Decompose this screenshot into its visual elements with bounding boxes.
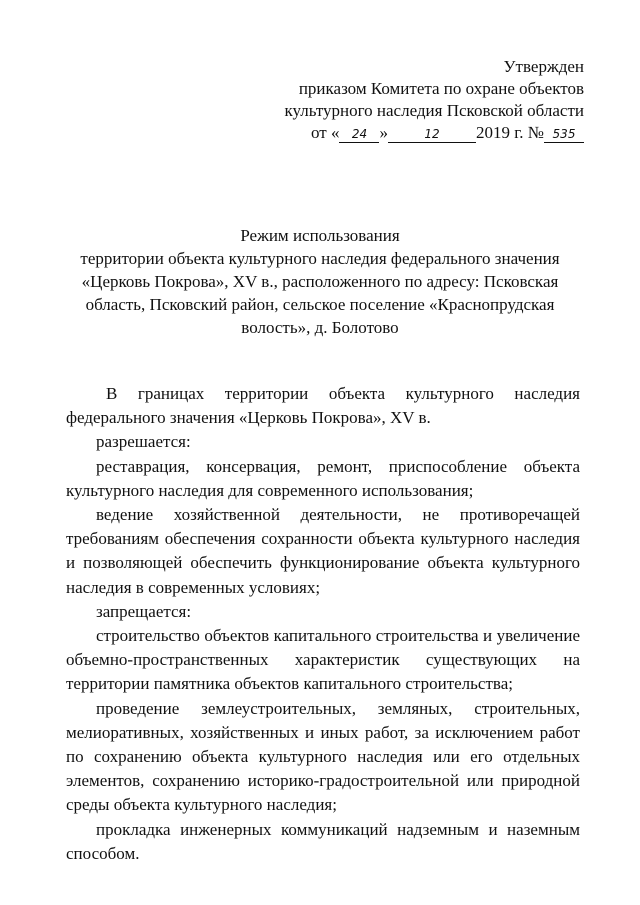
order-number-handwritten: 535 (552, 127, 576, 141)
title-line-4: область, Псковский район, сельское поселение «Краснопрудская (85, 295, 555, 314)
date-month-field (388, 126, 476, 143)
order-number-field (544, 126, 584, 143)
date-month-handwritten: 12 (424, 127, 440, 141)
allowed-heading: разрешается: (96, 432, 191, 452)
forbidden-item-2: проведение землеустроительных, земляных, строительных, мелиоративных, хозяйственных и иных работ, за исключением работ по сохранению объекта культурного наследия или его отдельных элементов, сохранению историко-градостроительной или природной среды объекта культурного наследия; (66, 698, 580, 815)
date-year-label: 2019 г. № (475, 123, 544, 142)
allowed-item-2: ведение хозяйственной деятельности, не противоречащей требованиям обеспечения сохранности объекта культурного наследия и позволяющей обеспечить функционирование объекта культурного наследия в современных условиях; (66, 505, 580, 597)
approval-order-line: приказом Комитета по охране объектов (298, 79, 584, 98)
forbidden-heading: запрещается: (96, 601, 192, 621)
title-line-1: Режим использования (240, 226, 400, 245)
title-line-5: волость», д. Болотово (241, 318, 399, 337)
date-mid: » (379, 123, 388, 142)
forbidden-item-1: строительство объектов капитального строительства и увеличение объемно-пространственных характеристик существующих на территории памятника объектов капитального строительства; (66, 626, 580, 694)
date-prefix: от « (311, 123, 340, 142)
document-body (66, 382, 580, 866)
forbidden-item-3: прокладка инженерных коммуникаций надземным и наземным способом. (66, 819, 580, 863)
approval-block (284, 56, 584, 144)
date-day-handwritten: 24 (351, 127, 368, 141)
approval-committee-line: культурного наследия Псковской области (284, 101, 584, 120)
intro-paragraph: В границах территории объекта культурного наследия федерального значения «Церковь Покрова», XV в. (66, 384, 580, 428)
approval-title: Утвержден (503, 57, 584, 76)
title-line-2: территории объекта культурного наследия федерального значения (80, 249, 560, 268)
document-title (60, 224, 580, 339)
approval-date-line (284, 122, 584, 144)
title-line-3: «Церковь Покрова», XV в., расположенного по адресу: Псковская (81, 272, 559, 291)
date-day-field (339, 126, 379, 143)
allowed-item-1: реставрация, консервация, ремонт, приспособление объекта культурного наследия для современного использования; (66, 456, 580, 500)
